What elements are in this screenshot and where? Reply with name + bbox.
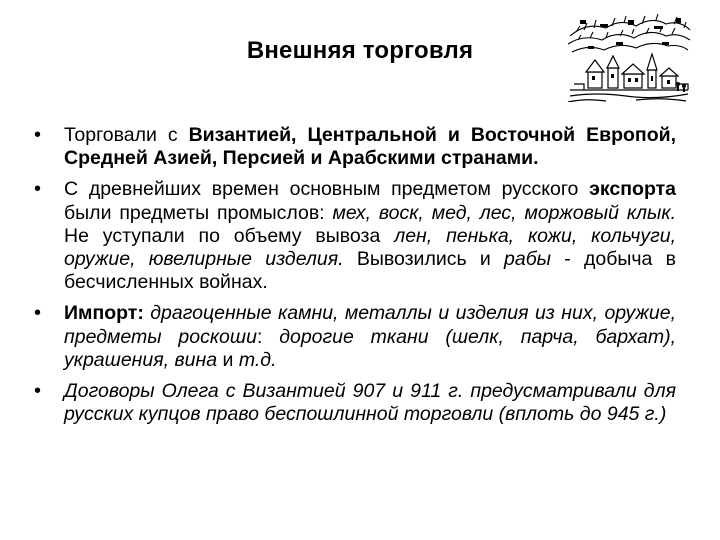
text-run-bold: Импорт: <box>64 302 144 325</box>
text-run: : <box>256 325 280 348</box>
bullet-import <box>34 302 676 372</box>
bullet-trade-partners <box>34 124 676 170</box>
bullet-marker: • <box>34 380 42 403</box>
text-run: Вывозились и <box>343 248 504 271</box>
text-run: С древнейших времен основным предметом русского <box>64 178 590 201</box>
bullet-export <box>34 178 676 294</box>
text-run-italic: рабы <box>504 248 552 271</box>
bullet-marker: • <box>34 302 42 325</box>
text-run-italic: т.д. <box>238 348 277 371</box>
text-run: и <box>217 348 239 371</box>
bullet-list <box>34 124 676 434</box>
text-run: Торговали с <box>64 124 189 146</box>
text-run-italic: Договоры Олега с Византией 907 и 911 г. предусматривали для русских купцов право беспошлинной торговли (вплоть до 945 г.) <box>64 380 676 426</box>
bullet-treaties <box>34 380 676 426</box>
text-run: Не уступали по объему вывоза <box>64 224 395 247</box>
text-run-bold: экспорта <box>589 178 676 201</box>
bullet-marker: • <box>34 124 42 146</box>
town-illustration <box>566 14 692 102</box>
slide-title: Внешняя торговля <box>246 37 474 64</box>
text-run-bold: Византией, Центральной и Восточной Европой, Средней Азией, Персией и Арабскими странами. <box>64 124 677 170</box>
text-run-italic: мех, воск, мед, лес, моржовый клык. <box>332 201 676 224</box>
text-run-italic: дорогие ткани (шелк, парча, бархат), украшения, вина <box>64 325 676 371</box>
text-run: были предметы промыслов: <box>64 201 333 224</box>
text-run-italic: лен, пенька, кожи, кольчуги, оружие, ювелирные изделия. <box>64 224 676 271</box>
bullet-marker: • <box>34 178 42 201</box>
text-run: - добыча в бесчисленных войнах. <box>64 248 676 294</box>
text-run-italic: драгоценные камни, металлы и изделия из них, оружие, предметы роскоши <box>64 302 676 348</box>
